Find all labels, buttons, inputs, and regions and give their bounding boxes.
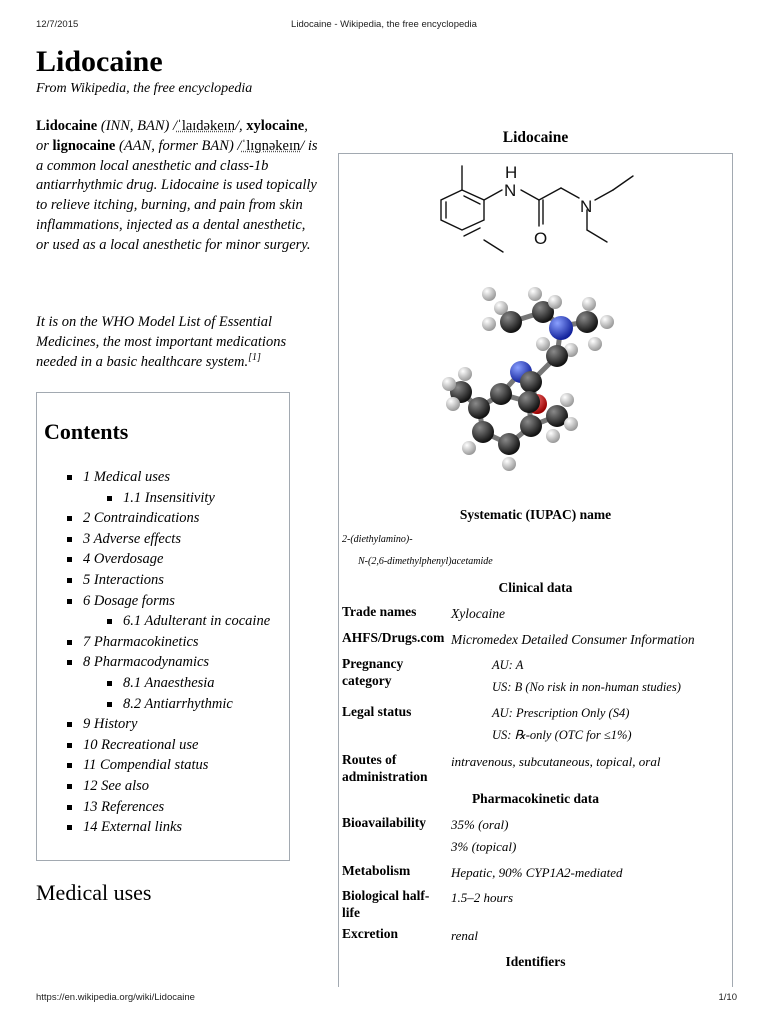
ahfs-value[interactable]: Micromedex Detailed Consumer Information	[451, 632, 695, 647]
bullet-icon	[67, 599, 72, 604]
toc-item[interactable]	[37, 508, 289, 529]
toc-list	[37, 467, 289, 838]
pregnancy-au-value: AU: A	[492, 658, 524, 672]
drug-name: Lidocaine	[36, 118, 98, 134]
toc-item[interactable]	[37, 488, 289, 509]
print-url: https://en.wikipedia.org/wiki/Lidocaine	[36, 992, 195, 1003]
half-life-value: 1.5–2 hours	[451, 890, 514, 905]
toc-item-label[interactable]: 8.2 Antiarrhythmic	[123, 695, 233, 712]
bullet-icon	[67, 825, 72, 830]
toc-item-label[interactable]: 10 Recreational use	[83, 736, 199, 753]
toc-item-label[interactable]: 7 Pharmacokinetics	[83, 633, 199, 650]
pharmacokinetic-heading: Pharmacokinetic data	[471, 791, 600, 806]
excretion-label: Excretion	[342, 926, 398, 941]
print-page-number: 1/10	[718, 992, 737, 1003]
infobox	[338, 153, 733, 987]
ipa-link[interactable]: ˈlaɪdəkeɪn	[176, 118, 235, 134]
lead-text: (AAN, former BAN) /	[115, 137, 242, 154]
routes-label: Routes of administration	[342, 752, 428, 784]
clinical-data-heading: Clinical data	[498, 580, 573, 595]
table-of-contents	[36, 392, 290, 861]
bullet-icon	[107, 496, 112, 501]
half-life-label: Biological half-life	[342, 888, 430, 920]
legal-status-label: Legal status	[342, 704, 412, 719]
pregnancy-category-label: Pregnancy category	[342, 656, 404, 688]
lead-text: / is a common local anesthetic and class-1b antiarrhythmic drug. Lidocaine is used topically to relieve itching, burning, and pain from skin inflammations, injected as a dental anesthetic, or used as a local anesthetic for minor surgery.	[36, 137, 318, 253]
toc-item[interactable]	[37, 673, 289, 694]
infobox-caption: Lidocaine	[502, 129, 569, 146]
toc-item-label[interactable]: 1 Medical uses	[83, 469, 170, 485]
skeletal-formula-image	[429, 162, 649, 258]
toc-item-label[interactable]: 4 Overdosage	[83, 551, 164, 568]
pregnancy-us-value: US: B (No risk in non-human studies)	[492, 680, 681, 694]
bullet-icon	[67, 516, 72, 521]
toc-item[interactable]	[37, 817, 289, 838]
bullet-icon	[107, 702, 112, 707]
toc-item[interactable]	[37, 652, 289, 673]
print-doc-title: Lidocaine - Wikipedia, the free encyclopedia	[291, 19, 477, 30]
drug-name: xylocaine	[246, 118, 305, 134]
toc-item-label[interactable]: 13 References	[83, 798, 165, 815]
trade-names-value: Xylocaine	[451, 606, 505, 621]
legal-us-value: US: ℞-only (OTC for ≤1%)	[492, 728, 632, 742]
atom-label-o: O	[534, 229, 548, 248]
iupac-name-line1: 2-(diethylamino)-	[342, 534, 413, 545]
trade-names-label: Trade names	[342, 604, 417, 619]
bullet-icon	[107, 619, 112, 624]
toc-item-label[interactable]: 14 External links	[83, 819, 183, 836]
bullet-icon	[67, 475, 72, 480]
toc-item[interactable]	[37, 797, 289, 818]
lead-text: (INN, BAN) /	[97, 118, 177, 134]
lead-text: It is on the WHO Model List of Essential Medicines, the most important medications needed in a basic healthcare system.	[36, 314, 287, 370]
bullet-icon	[67, 660, 72, 665]
lead-text: /,	[234, 118, 247, 134]
toc-item[interactable]	[37, 776, 289, 797]
atom-label-n: N	[580, 197, 593, 216]
atom-label-n: N	[504, 181, 517, 200]
ahfs-label: AHFS/Drugs.com	[342, 630, 445, 645]
bullet-icon	[67, 578, 72, 583]
toc-item-label[interactable]: 11 Compendial status	[83, 757, 209, 774]
toc-item[interactable]	[37, 467, 289, 488]
toc-item-label[interactable]: 9 History	[83, 716, 138, 733]
bullet-icon	[107, 681, 112, 686]
iupac-name-line2: N-(2,6-dimethylphenyl)acetamide	[358, 556, 493, 567]
lead-text: , or	[36, 118, 308, 154]
toc-item[interactable]	[37, 549, 289, 570]
metabolism-label: Metabolism	[342, 863, 411, 878]
metabolism-value: Hepatic, 90% CYP1A2-mediated	[451, 865, 623, 880]
bullet-icon	[67, 763, 72, 768]
bullet-icon	[67, 557, 72, 562]
toc-item[interactable]	[37, 735, 289, 756]
identifiers-heading: Identifiers	[505, 954, 566, 969]
legal-au-value: AU: Prescription Only (S4)	[492, 706, 630, 720]
drug-name: lignocaine	[52, 137, 116, 154]
bioavailability-oral-value: 35% (oral)	[451, 817, 509, 832]
bullet-icon	[67, 784, 72, 789]
iupac-heading: Systematic (IUPAC) name	[459, 507, 612, 522]
toc-item[interactable]	[37, 714, 289, 735]
ball-and-stick-model-image	[439, 264, 629, 479]
toc-item-label[interactable]: 6.1 Adulterant in cocaine	[123, 613, 271, 630]
toc-item-label[interactable]: 8.1 Anaesthesia	[123, 674, 215, 691]
toc-item-label[interactable]: 3 Adverse effects	[83, 530, 181, 547]
toc-item[interactable]	[37, 611, 289, 632]
section-heading: Medical uses	[36, 880, 152, 905]
excretion-value: renal	[451, 928, 478, 943]
toc-item-label[interactable]: 1.1 Insensitivity	[123, 489, 215, 506]
toc-item[interactable]	[37, 632, 289, 653]
toc-item[interactable]	[37, 591, 289, 612]
toc-item-label[interactable]: 2 Contraindications	[83, 510, 200, 527]
lead-paragraph-2	[36, 313, 321, 372]
ipa-link[interactable]: ˈlɪɡnəkeɪn	[241, 137, 301, 154]
toc-item[interactable]	[37, 694, 289, 715]
toc-item-label[interactable]: 5 Interactions	[83, 571, 164, 588]
toc-title: Contents	[44, 419, 129, 444]
routes-value: intravenous, subcutaneous, topical, oral	[451, 754, 661, 769]
bullet-icon	[67, 805, 72, 810]
print-date: 12/7/2015	[36, 19, 79, 30]
tagline: From Wikipedia, the free encyclopedia	[36, 81, 253, 96]
bullet-icon	[67, 640, 72, 645]
reference-link[interactable]: [1]	[248, 351, 261, 363]
toc-item[interactable]	[37, 570, 289, 591]
bullet-icon	[67, 722, 72, 727]
toc-item-label[interactable]: 8 Pharmacodynamics	[83, 654, 210, 671]
atom-label-h: H	[505, 163, 518, 182]
bullet-icon	[67, 743, 72, 748]
bioavailability-label: Bioavailability	[342, 815, 427, 830]
lead-paragraph	[36, 117, 321, 256]
bioavailability-topical-value: 3% (topical)	[451, 839, 517, 854]
toc-item-label[interactable]: 6 Dosage forms	[83, 592, 175, 609]
page-title: Lidocaine	[36, 45, 163, 78]
bullet-icon	[67, 537, 72, 542]
toc-item[interactable]	[37, 529, 289, 550]
toc-item-label[interactable]: 12 See also	[83, 777, 150, 794]
toc-item[interactable]	[37, 755, 289, 776]
